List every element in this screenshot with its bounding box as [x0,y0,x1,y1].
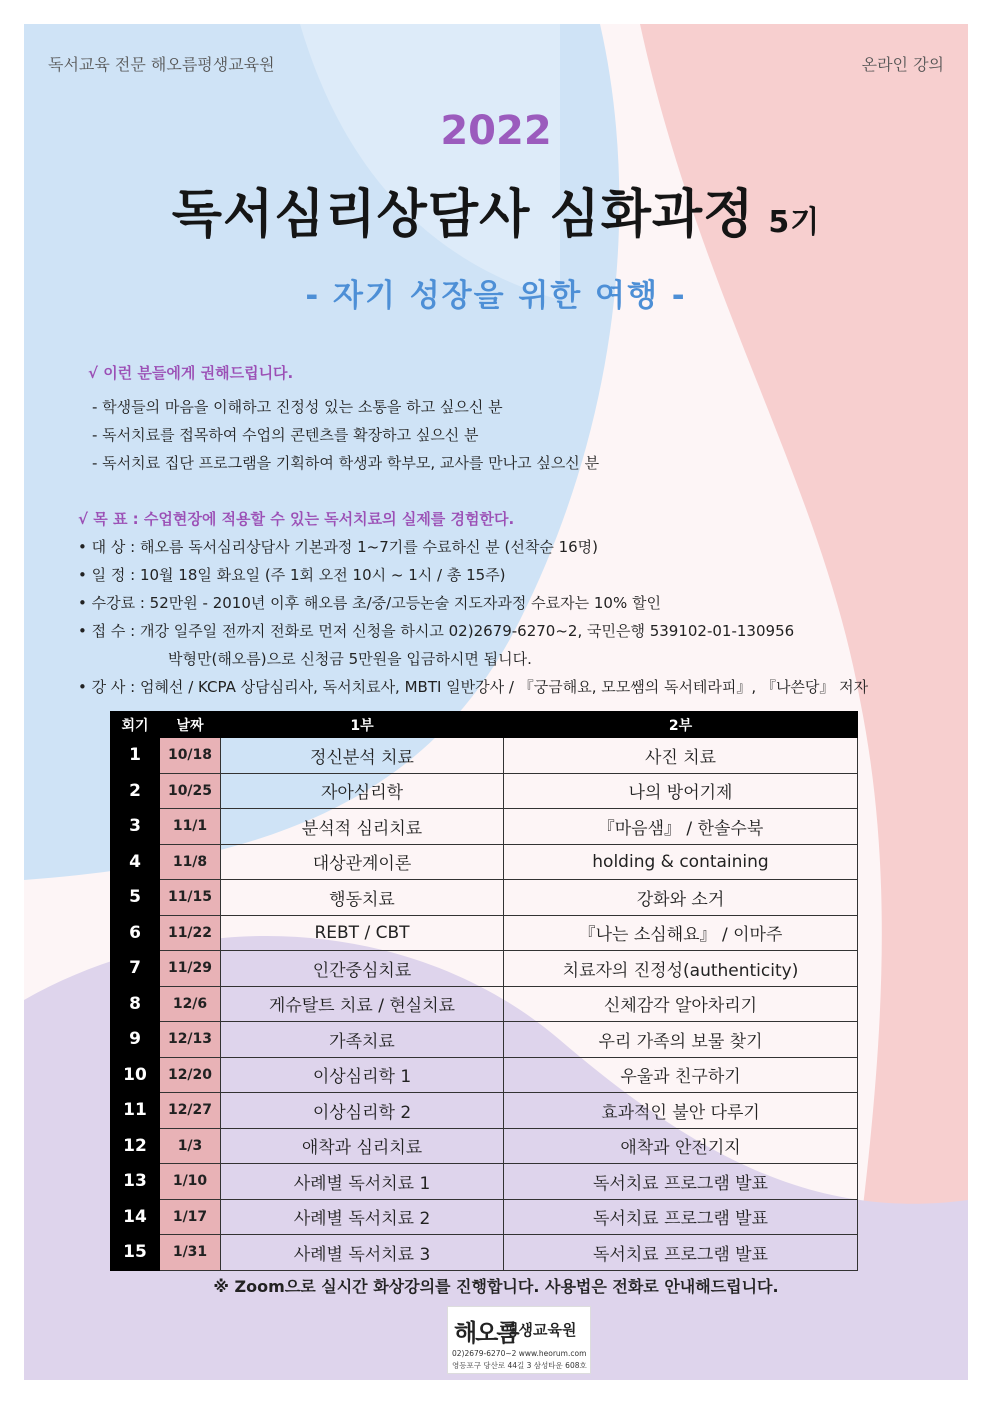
info-target: • 대 상 : 해오름 독서심리상담사 기본과정 1~7기를 수료하신 분 (선착순 16명) [78,538,599,556]
session-part1: 게슈탈트 치료 / 현실치료 [221,986,504,1022]
session-date: 12/27 [160,1093,221,1129]
course-subtitle: - 자기 성장을 위한 여행 - [305,278,687,314]
session-part2: 강화와 소거 [504,880,858,916]
recommend-item: - 독서치료 집단 프로그램을 기획하여 학생과 학부모, 교사를 만나고 싶으신 분 [92,454,600,472]
session-part1: 행동치료 [221,880,504,916]
session-date: 1/31 [160,1235,221,1271]
session-number: 15 [111,1235,160,1271]
table-row [111,1128,858,1164]
session-part1: 사례별 독서치료 2 [221,1199,504,1235]
logo-contact: 02)2679-6270~2 www.heorum.com [452,1349,587,1358]
session-part1: 애착과 심리치료 [221,1128,504,1164]
col-header-part2: 2부 [504,712,858,738]
session-date: 11/29 [160,951,221,987]
session-number: 6 [111,915,160,951]
session-date: 12/20 [160,1057,221,1093]
col-header-date: 날짜 [160,712,221,738]
session-part1: 인간중심치료 [221,951,504,987]
info-apply: • 접 수 : 개강 일주일 전까지 전화로 먼저 신청을 하시고 02)2679-6270~2, 국민은행 539102-01-130956 [78,622,795,640]
session-number: 2 [111,773,160,809]
session-date: 10/25 [160,773,221,809]
logo-address: 영등포구 당산로 44길 3 삼성타운 608호 [452,1361,587,1370]
session-part1: REBT / CBT [221,915,504,951]
course-title [0,172,992,247]
session-part1: 분석적 심리치료 [221,809,504,845]
course-generation: 5기 [768,205,821,240]
info-lecturer: • 강 사 : 엄혜선 / KCPA 상담심리사, 독서치료사, MBTI 일반강사 / 『궁금해요, 모모쌤의 독서테라피』, 『나쓴당』 저자 [78,678,869,696]
info-schedule: • 일 정 : 10월 18일 화요일 (주 1회 오전 10시 ~ 1시 / 총 15주) [78,566,506,584]
header-online-label: 온라인 강의 [861,55,944,74]
table-row [111,1199,858,1235]
session-number: 8 [111,986,160,1022]
session-number: 11 [111,1093,160,1129]
session-date: 12/13 [160,1022,221,1058]
session-part2: 『나는 소심해요』 / 이마주 [504,915,858,951]
session-number: 4 [111,844,160,880]
session-number: 12 [111,1128,160,1164]
session-number: 5 [111,880,160,916]
session-part2: 효과적인 불안 다루기 [504,1093,858,1129]
table-row [111,880,858,916]
session-date: 11/15 [160,880,221,916]
table-row [111,738,858,774]
session-part2: 독서치료 프로그램 발표 [504,1164,858,1200]
session-number: 1 [111,738,160,774]
session-number: 10 [111,1057,160,1093]
session-date: 10/18 [160,738,221,774]
info-apply-account: 박형만(해오름)으로 신청금 5만원을 입금하시면 됩니다. [168,650,532,668]
table-row [111,951,858,987]
session-number: 9 [111,1022,160,1058]
session-part2: 신체감각 알아차리기 [504,986,858,1022]
course-title-text: 독서심리상담사 심화과정 [171,185,755,245]
session-part1: 대상관계이론 [221,844,504,880]
session-number: 14 [111,1199,160,1235]
session-date: 11/22 [160,915,221,951]
session-date: 11/1 [160,809,221,845]
session-number: 7 [111,951,160,987]
zoom-note: ※ Zoom으로 실시간 화상강의를 진행합니다. 사용법은 전화로 안내해드립니다. [213,1277,779,1296]
session-date: 11/8 [160,844,221,880]
table-row [111,915,858,951]
session-number: 3 [111,809,160,845]
session-part2: holding & containing [504,844,858,880]
col-header-session: 회기 [111,712,160,738]
session-part2: 독서치료 프로그램 발표 [504,1235,858,1271]
schedule-table [110,711,858,1271]
session-part1: 사례별 독서치료 1 [221,1164,504,1200]
session-part2: 치료자의 진정성(authenticity) [504,951,858,987]
session-number: 13 [111,1164,160,1200]
session-part1: 정신분석 치료 [221,738,504,774]
session-part2: 『마음샘』 / 한솔수북 [504,809,858,845]
session-date: 1/3 [160,1128,221,1164]
table-header-row [111,712,858,738]
session-part2: 나의 방어기제 [504,773,858,809]
footer-logo [447,1306,591,1374]
logo-mark: 해오름 [454,1319,518,1347]
table-row [111,986,858,1022]
table-row [111,1057,858,1093]
session-part1: 가족치료 [221,1022,504,1058]
table-row [111,809,858,845]
info-fee: • 수강료 : 52만원 - 2010년 이후 해오름 초/중/고등논술 지도자과정 수료자는 10% 할인 [78,594,661,612]
schedule-body [111,738,858,1271]
recommend-heading: √ 이런 분들에게 권해드립니다. [88,364,294,382]
table-row [111,1022,858,1058]
recommend-item: - 학생들의 마음을 이해하고 진정성 있는 소통을 하고 싶으신 분 [92,398,503,416]
session-part1: 이상심리학 1 [221,1057,504,1093]
session-part2: 애착과 안전기지 [504,1128,858,1164]
session-part2: 우리 가족의 보물 찾기 [504,1022,858,1058]
recommend-item: - 독서치료를 접목하여 수업의 콘텐츠를 확장하고 싶으신 분 [92,426,479,444]
session-part1: 사례별 독서치료 3 [221,1235,504,1271]
col-header-part1: 1부 [221,712,504,738]
session-date: 1/10 [160,1164,221,1200]
year-label: 2022 [440,108,552,154]
session-date: 12/6 [160,986,221,1022]
table-row [111,844,858,880]
session-part1: 자아심리학 [221,773,504,809]
session-date: 1/17 [160,1199,221,1235]
header-org-name: 독서교육 전문 해오름평생교육원 [48,55,275,74]
table-row [111,1235,858,1271]
session-part2: 독서치료 프로그램 발표 [504,1199,858,1235]
session-part2: 사진 치료 [504,738,858,774]
table-row [111,1164,858,1200]
session-part2: 우울과 친구하기 [504,1057,858,1093]
table-row [111,1093,858,1129]
session-part1: 이상심리학 2 [221,1093,504,1129]
info-goal: √ 목 표 : 수업현장에 적용할 수 있는 독서치료의 실제를 경험한다. [78,510,515,528]
logo-name: 평생교육원 [504,1321,577,1339]
table-row [111,773,858,809]
